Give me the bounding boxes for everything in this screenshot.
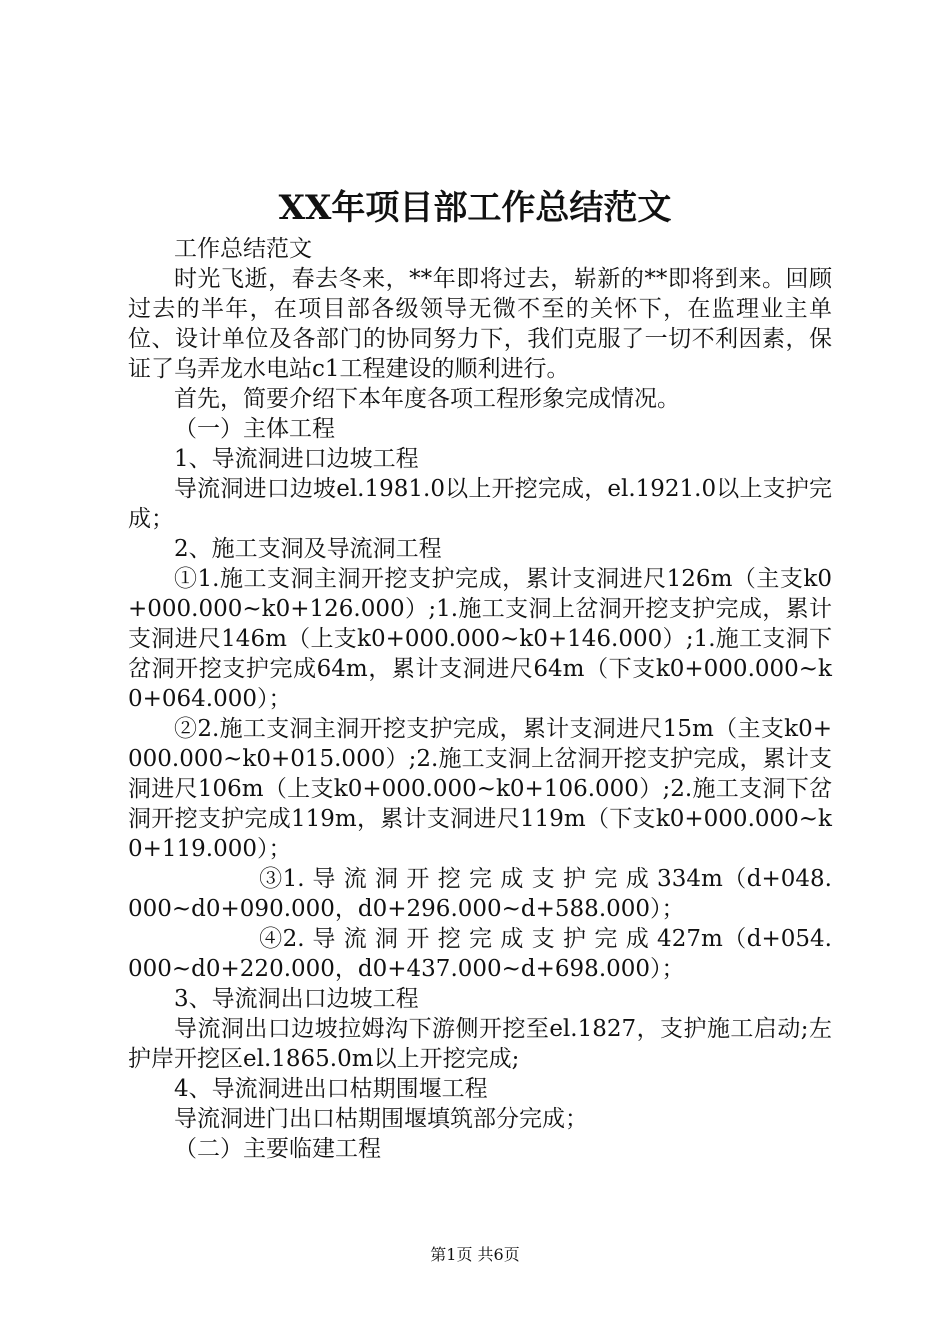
paragraph-intro: 时光飞逝，春去冬来，**年即将过去，崭新的**即将到来。回顾过去的半年，在项目部各级领导无微不至的关怀下，在监理业主单位、设计单位及各部门的协同努力下，我们克服了一切不利因素，保证了乌弄龙水电站c1工程建设的顺利进行。 (128, 266, 832, 382)
paragraph-subtitle: 工作总结范文 (174, 236, 312, 262)
page-footer: 第1页 共6页 (430, 1245, 520, 1264)
item-heading-cofferdam: 4、导流洞进出口枯期围堰工程 (174, 1076, 488, 1102)
section-heading-temporary-works: （二）主要临建工程 (174, 1136, 381, 1162)
paragraph-adit-2: ②2.施工支洞主洞开挖支护完成，累计支洞进尺15m（主支k0+000.000~k0+015.000）;2.施工支洞上岔洞开挖支护完成，累计支洞进尺106m（上支k0+000.000~k0+106.000）;2.施工支洞下岔洞开挖支护完成119m，累计支洞进尺119m（下支k0+000.000~k0+119.000）； (128, 716, 832, 862)
item-heading-inlet-slope: 1、导流洞进口边坡工程 (174, 446, 419, 472)
paragraph-outlet-slope: 导流洞出口边坡拉姆沟下游侧开挖至el.1827，支护施工启动;左护岸开挖区el.1865.0m以上开挖完成; (128, 1016, 832, 1072)
paragraph-adit-1: ①1.施工支洞主洞开挖支护完成，累计支洞进尺126m（主支k0+000.000~k0+126.000）;1.施工支洞上岔洞开挖支护完成，累计支洞进尺146m（上支k0+000.000~k0+146.000）;1.施工支洞下岔洞开挖支护完成64m，累计支洞进尺64m（下支k0+000.000~k0+064.000）； (128, 566, 832, 712)
document-body (128, 234, 832, 1164)
section-heading-main-works: （一）主体工程 (174, 416, 335, 442)
paragraph-cofferdam: 导流洞进门出口枯期围堰填筑部分完成； (174, 1106, 588, 1132)
paragraph-diversion-2: ④2. 导 流 洞 开 挖 完 成 支 护 完 成 427m（d+054.000~d0+220.000，d0+437.000~d+698.000）； (128, 926, 832, 982)
paragraph-inlet-slope: 导流洞进口边坡el.1981.0以上开挖完成，el.1921.0以上支护完成； (128, 476, 832, 532)
paragraph-diversion-1: ③1. 导 流 洞 开 挖 完 成 支 护 完 成 334m（d+048.000~d0+090.000，d0+296.000~d+588.000）； (128, 866, 832, 922)
item-heading-outlet-slope: 3、导流洞出口边坡工程 (174, 986, 419, 1012)
document-title: XX年项目部工作总结范文 (278, 188, 672, 228)
paragraph-overview: 首先，简要介绍下本年度各项工程形象完成情况。 (174, 386, 680, 412)
item-heading-adit-tunnel: 2、施工支洞及导流洞工程 (174, 536, 442, 562)
